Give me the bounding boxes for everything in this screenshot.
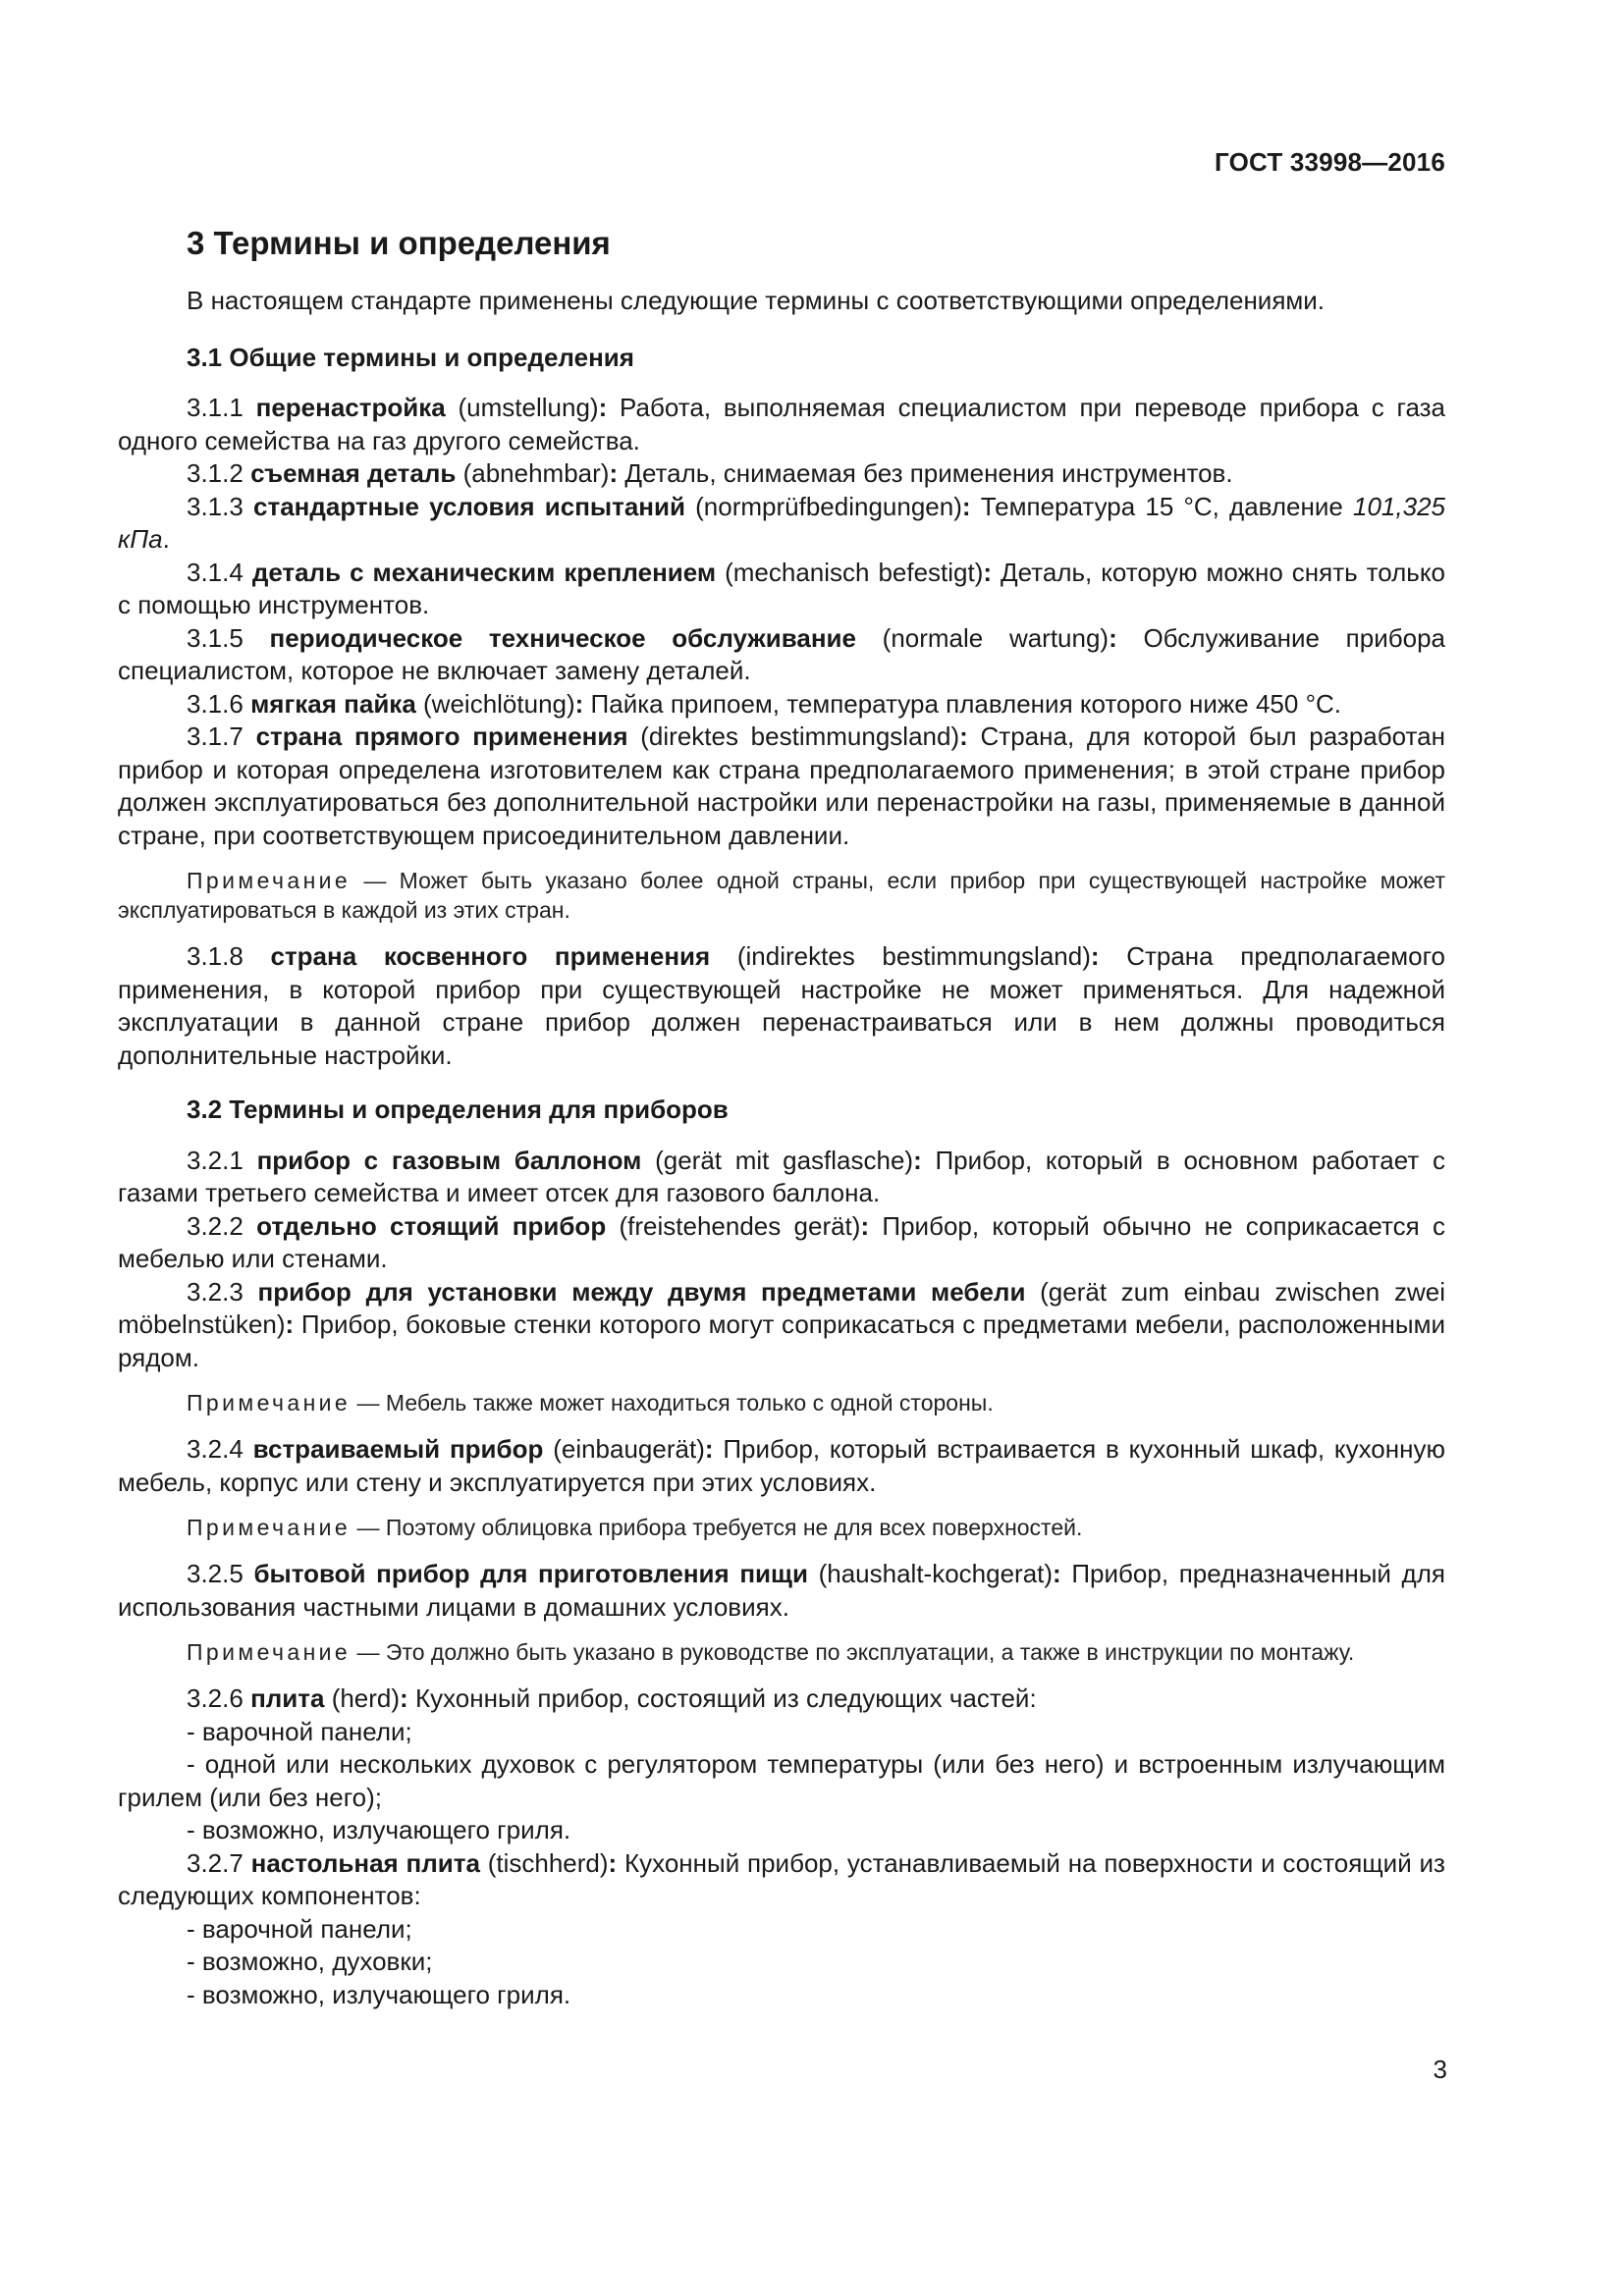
note-3-2-4: Примечание — Поэтому облицовка прибора требуется не для всех поверхностей. — [187, 1515, 1083, 1540]
term-3-1-6: 3.1.6 мягкая пайка (weichlötung): Пайка припоем, температура плавления которого ниже 450 °С. — [187, 688, 1341, 719]
term-3-1-3: 3.1.3 стандартные условия испытаний (normprüfbedingungen): Температура 15 °С, давление 101,325 кПа. — [118, 491, 1445, 554]
section-intro: В настоящем стандарте применены следующие термины с соответствующими определениями. — [187, 286, 1326, 315]
list-item: - возможно, духовки; — [187, 1947, 433, 1976]
term-3-2-4: 3.2.4 встраиваемый прибор (einbaugerät): Прибор, который встраивается в кухонный шкаф, кухонную мебель, корпус или стену и эксплуатируется при этих условиях. — [118, 1434, 1445, 1497]
list-item: - варочной панели; — [187, 1913, 412, 1944]
note-3-2-3: Примечание — Мебель также может находиться только с одной стороны. — [187, 1390, 994, 1415]
list-item: - одной или нескольких духовок с регулятором температуры (или без него) и встроенным излучающим грилем (или без него); — [118, 1749, 1445, 1812]
term-3-1-5: 3.1.5 периодическое техническое обслуживание (normale wartung): Обслуживание прибора специалистом, которое не включает замену деталей. — [118, 622, 1446, 685]
term-3-1-8: 3.1.8 страна косвенного применения (indirektes bestimmungsland): Страна предполагаемого применения, в которой прибор при существующей настройке не может применяться. Для надежной эксплуатации в данной стране прибор должен перенастраиваться или в нем должны проводиться дополнительные настройки. — [118, 941, 1446, 1070]
term-3-2-5: 3.2.5 бытовой прибор для приготовления пищи (haushalt-kochgerat): Прибор, предназначенный для использования частными лицами в домашних условиях. — [118, 1559, 1445, 1622]
section-title: 3 Термины и определения — [187, 225, 611, 261]
page-content — [118, 224, 1445, 2011]
note-3-2-5: Примечание — Это должно быть указано в руководстве по эксплуатации, а также в инструкции по монтажу. — [187, 1639, 1355, 1665]
term-3-1-4: 3.1.4 деталь с механическим креплением (mechanisch befestigt): Деталь, которую можно снять только с помощью инструментов. — [118, 557, 1445, 619]
term-3-2-3: 3.2.3 прибор для установки между двумя предметами мебели (gerät zum einbau zwischen zwei möbelnstüken): Прибор, боковые стенки которого могут соприкасаться с предметами мебели, расположенными рядом. — [118, 1276, 1445, 1372]
term-3-1-2: 3.1.2 съемная деталь (abnehmbar): Деталь, снимаемая без применения инструментов. — [187, 458, 1233, 488]
page-number: 3 — [1433, 2055, 1447, 2084]
list-item: - варочной панели; — [187, 1716, 412, 1746]
term-3-2-6: 3.2.6 плита (herd): Кухонный прибор, состоящий из следующих частей: — [187, 1683, 1037, 1713]
term-3-2-2: 3.2.2 отдельно стоящий прибор (freistehendes gerät): Прибор, который обычно не соприкасается с мебелью или стенами. — [118, 1210, 1445, 1273]
subsection-title-3-2: 3.2 Термины и определения для приборов — [187, 1095, 729, 1124]
note-3-1-7: Примечание — Может быть указано более одной страны, если прибор при существующей настройке может эксплуатироваться в каждой из этих стран. — [118, 868, 1445, 923]
list-item: - возможно, излучающего гриля. — [187, 1979, 571, 2009]
term-3-2-1: 3.2.1 прибор с газовым баллоном (gerät mit gasflasche): Прибор, который в основном работает с газами третьего семейства и имеет отсек для газового баллона. — [118, 1145, 1445, 1207]
standard-header: ГОСТ 33998—2016 — [1215, 147, 1445, 177]
term-3-2-7: 3.2.7 настольная плита (tischherd): Кухонный прибор, устанавливаемый на поверхности и состоящий из следующих компонентов: — [118, 1847, 1445, 1910]
term-3-1-1: 3.1.1 перенастройка (umstellung): Работа, выполняемая специалистом при переводе прибора с газа одного семейства на газ другого семейства. — [118, 393, 1445, 455]
list-item: - возможно, излучающего гриля. — [187, 1815, 571, 1844]
term-3-1-7: 3.1.7 страна прямого применения (direktes bestimmungsland): Страна, для которой был разработан прибор и которая определена изготовителем как страна предполагаемого применения; в этой стране прибор должен эксплуатироваться без дополнительной настройки или перенастройки на газы, применяемые в данной стране, при соответствующем присоединительном давлении. — [118, 721, 1445, 850]
subsection-title-3-1: 3.1 Общие термины и определения — [187, 342, 634, 372]
